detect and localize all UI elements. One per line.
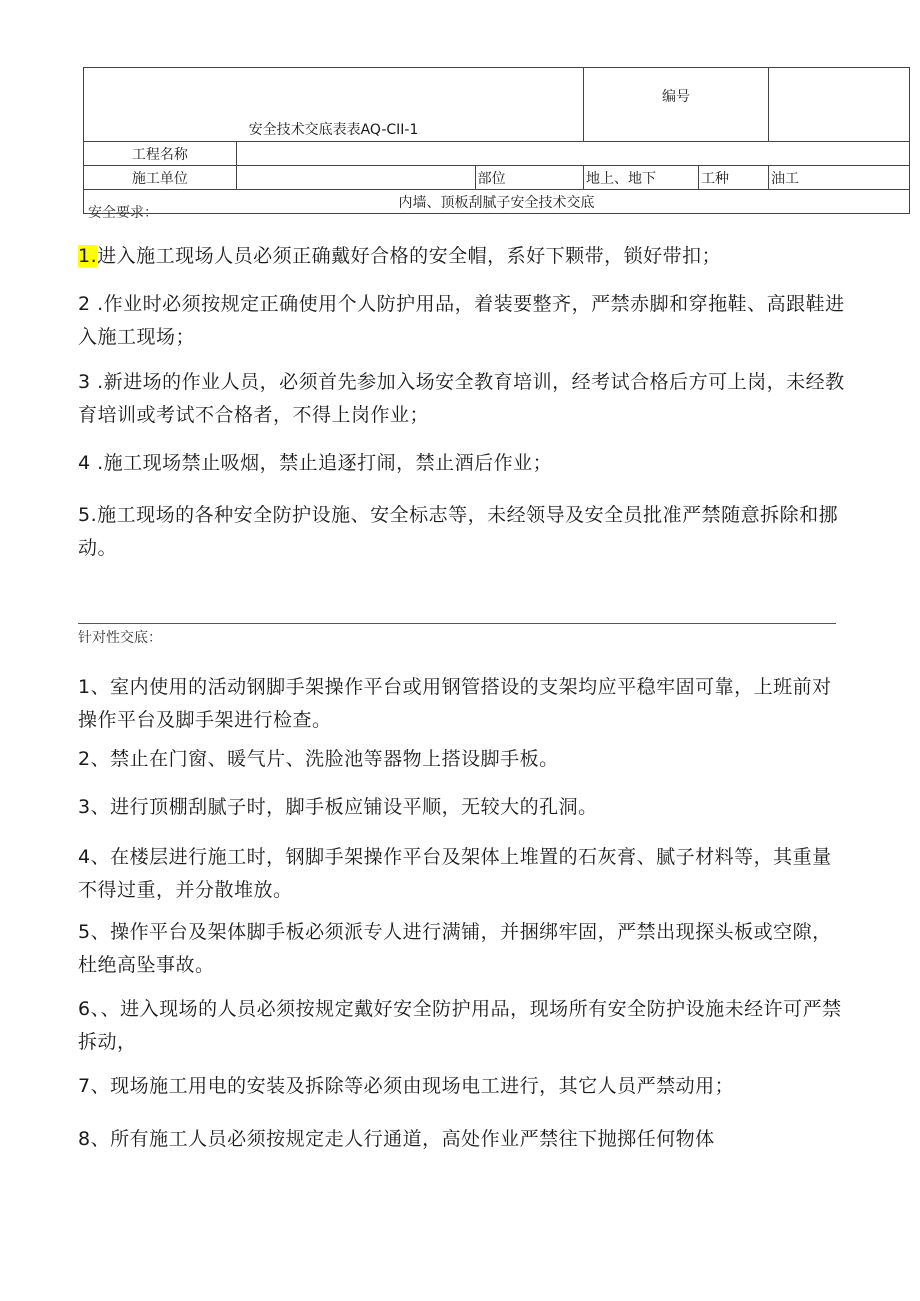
targeted-item [78,671,848,737]
targeted-label: 针对性交底： [78,630,162,646]
item-text: 进行顶棚刮腻子时，脚手板应铺设平顺，无较大的孔洞。 [110,796,598,818]
item-number: 3、 [78,796,111,818]
item-number: 1、 [78,676,111,698]
item-text: 现场施工用电的安装及拆除等必须由现场电工进行，其它人员严禁动用； [110,1075,735,1097]
project-label: 工程名称 [84,142,237,166]
unit-value[interactable] [236,166,475,190]
targeted-item [78,791,848,824]
header-table [83,67,910,214]
item-text: 室内使用的活动钢脚手架操作平台或用钢管搭设的支架均应平稳牢固可靠，上班前对操作平台及脚手架进行检查。 [78,676,832,731]
dept-label: 部位 [475,166,583,190]
subject-row: 内墙、顶板刮腻子安全技术交底 [84,190,910,214]
item-number: 4、 [78,846,111,868]
item-number: 7、 [78,1075,111,1097]
bianhao-value[interactable] [769,68,910,142]
safety-item [78,366,848,432]
targeted-item [78,916,848,982]
item-text: 作业时必须按规定正确使用个人防护用品，着装要整齐，严禁赤脚和穿拖鞋、高跟鞋进入施工现场； [78,293,845,348]
item-text: 所有施工人员必须按规定走人行通道，高处作业严禁往下抛掷任何物体 [110,1128,715,1150]
safety-item [78,499,848,565]
project-value[interactable] [236,142,909,166]
safety-item [78,240,848,273]
safety-item [78,288,848,354]
dept-value[interactable]: 地上、地下 [584,166,699,190]
safety-item [78,447,848,480]
item-text: 新进场的作业人员，必须首先参加入场安全教育培训，经考试合格后方可上岗，未经教育培训或考试不合格者，不得上岗作业； [78,371,845,426]
item-text: 施工现场的各种安全防护设施、安全标志等，未经领导及安全员批准严禁随意拆除和挪动。 [78,504,839,559]
item-number: 1. [78,245,98,267]
item-number: 2、 [78,748,111,770]
item-text: 进入施工现场人员必须正确戴好合格的安全帽，系好下颗带，锁好带扣； [97,245,722,267]
item-text: 施工现场禁止吸烟，禁止追逐打闹，禁止酒后作业； [103,452,553,474]
targeted-item [78,1123,848,1156]
targeted-item [78,1070,848,1103]
trade-value[interactable]: 油工 [769,166,910,190]
section-divider [78,623,836,624]
item-number: 6、 [78,998,101,1020]
item-number: 4 . [78,452,104,474]
unit-label: 施工单位 [84,166,237,190]
targeted-item [78,743,848,776]
item-text: 操作平台及架体脚手板必须派专人进行满铺，并捆绑牢固，严禁出现探头板或空隙，杜绝高坠事故。 [78,921,832,976]
item-number: 5、 [78,921,111,943]
trade-label: 工种 [699,166,769,190]
item-text: 禁止在门窗、暖气片、洗脸池等器物上搭设脚手板。 [110,748,559,770]
form-title: 安全技术交底表表AQ-CII-1 [84,68,584,142]
targeted-item [78,841,848,907]
targeted-item [78,993,848,1059]
bianhao-label: 编号 [584,68,769,142]
item-number: 8、 [78,1128,111,1150]
item-number: 5. [78,504,98,526]
item-text: 在楼层进行施工时，钢脚手架操作平台及架体上堆置的石灰膏、腻子材料等，其重量不得过重，并分散堆放。 [78,846,832,901]
item-text: 、进入现场的人员必须按规定戴好安全防护用品，现场所有安全防护设施未经许可严禁拆动， [78,998,842,1053]
safety-label: 安全要求： [88,205,158,221]
item-number: 3 . [78,371,104,393]
item-number: 2 . [78,293,104,315]
